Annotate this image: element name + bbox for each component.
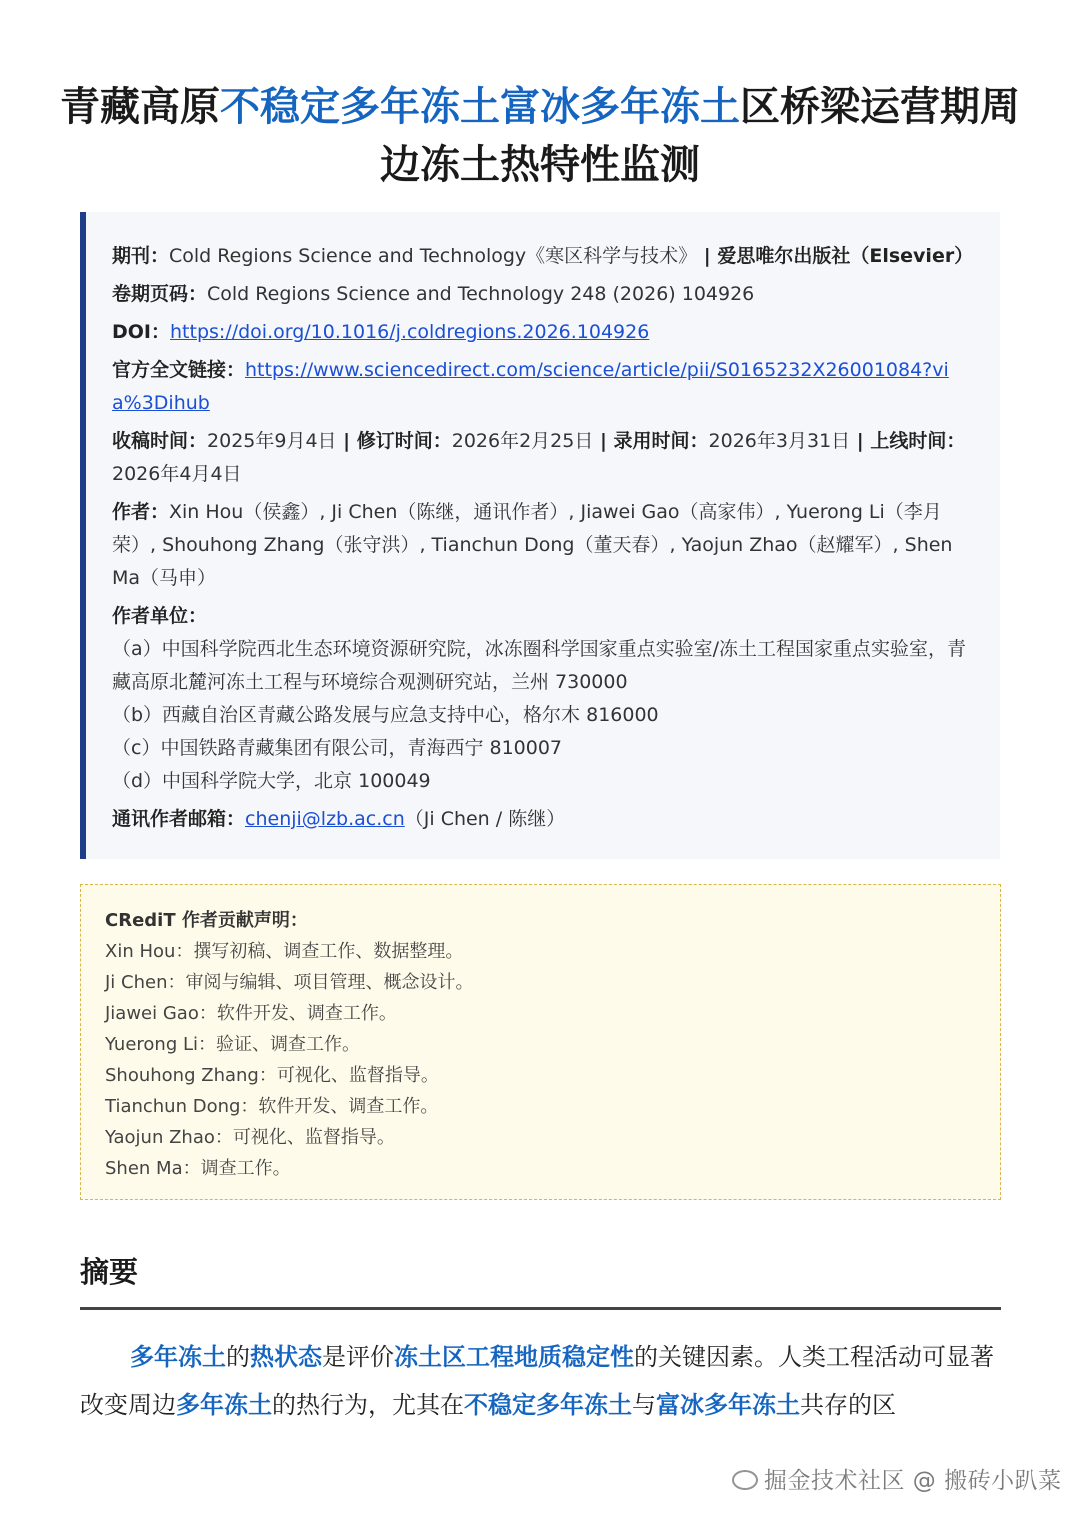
metadata-box [80, 212, 1000, 859]
title-part-3: 区桥梁运营期周边冻土热特性监测 [380, 84, 1020, 188]
abstract-text: 与 [632, 1391, 656, 1419]
affiliations-label: 作者单位： [112, 605, 208, 627]
fulltext-row [112, 354, 974, 420]
email-link[interactable]: chenji@lzb.ac.cn [245, 808, 405, 830]
paper-title [60, 78, 1020, 194]
affiliation-item: （a）中国科学院西北生态环境资源研究院，冰冻圈科学国家重点实验室/冻土工程国家重点实验室，青藏高原北麓河冻土工程与环境综合观测研究站，兰州 730000 [112, 638, 967, 693]
keyword: 冻土区工程地质稳定性 [394, 1343, 634, 1371]
keyword: 不稳定多年冻土 [464, 1391, 632, 1419]
journal-value: Cold Regions Science and Technology《寒区科学与技术》 [169, 245, 698, 267]
credit-title: CRediT 作者贡献声明： [105, 910, 308, 931]
keyword: 富冰多年冻土 [656, 1391, 800, 1419]
title-part-1: 青藏高原 [60, 84, 220, 130]
credit-item: Tianchun Dong：软件开发、调查工作。 [105, 1096, 439, 1117]
dates-separator: | [593, 430, 614, 452]
abstract-text: 的 [226, 1343, 250, 1371]
credit-item: Yuerong Li：验证、调查工作。 [105, 1034, 361, 1055]
received-label: 收稿时间： [112, 430, 208, 452]
doi-label: DOI： [112, 321, 170, 343]
title-highlight: 不稳定多年冻土富冰多年冻土 [220, 84, 740, 130]
accepted-label: 录用时间： [613, 430, 709, 452]
dates-separator: | [336, 430, 357, 452]
affiliation-item: （b）西藏自治区青藏公路发展与应急支持中心，格尔木 816000 [112, 704, 659, 726]
fulltext-label: 官方全文链接： [112, 359, 246, 381]
abstract-text: 的关键因素。人类工程活动可显著改变周边 [80, 1343, 994, 1419]
email-label: 通讯作者邮箱： [112, 808, 246, 830]
abstract-paragraph [80, 1333, 1001, 1429]
dates-separator: | [850, 430, 871, 452]
email-row [112, 803, 974, 836]
journal-publisher: 爱思唯尔出版社（Elsevier） [717, 245, 974, 267]
abstract-heading: 摘要 [80, 1255, 139, 1289]
credit-item: Shouhong Zhang：可视化、监督指导。 [105, 1065, 439, 1086]
abstract-body [80, 1333, 1001, 1429]
authors-label: 作者： [112, 501, 170, 523]
credit-item: Yaojun Zhao：可视化、监督指导。 [105, 1127, 395, 1148]
watermark [732, 1462, 1062, 1495]
dates-row [112, 425, 974, 491]
credit-item: Jiawei Gao：软件开发、调查工作。 [105, 1003, 397, 1024]
affiliations-block [112, 600, 974, 798]
affiliation-item: （d）中国科学院大学，北京 100049 [112, 770, 431, 792]
credit-item: Ji Chen：审阅与编辑、项目管理、概念设计。 [105, 972, 474, 993]
credit-item: Xin Hou：撰写初稿、调查工作、数据整理。 [105, 941, 464, 962]
watermark-text: 掘金技术社区 @ 搬砖小趴菜 [764, 1468, 1062, 1494]
abstract-text: 是评价 [322, 1343, 394, 1371]
doi-row [112, 316, 974, 349]
received-date: 2025年9月4日 [207, 430, 337, 452]
email-note: （Ji Chen / 陈继） [404, 808, 566, 830]
volume-label: 卷期页码： [112, 283, 208, 305]
journal-row [112, 240, 974, 273]
authors-row [112, 496, 974, 595]
journal-separator: | [697, 245, 718, 267]
abstract-text: 的热行为，尤其在 [272, 1391, 464, 1419]
keyword: 热状态 [250, 1343, 322, 1371]
abstract-text: 共存的区 [800, 1391, 896, 1419]
authors-value: Xin Hou（侯鑫）, Ji Chen（陈继，通讯作者）, Jiawei Gao（高家伟）, Yuerong Li（李月荣）, Shouhong Zhang（张守洪）, Tianchun Dong（董天春）, Yaojun Zhao（赵耀军）, Shen Ma（马申） [112, 501, 953, 589]
volume-row [112, 278, 974, 311]
online-label: 上线时间： [870, 430, 966, 452]
accepted-date: 2026年3月31日 [708, 430, 851, 452]
keyword: 多年冻土 [176, 1391, 272, 1419]
keyword: 多年冻土 [130, 1343, 226, 1371]
revised-date: 2026年2月25日 [451, 430, 594, 452]
journal-label: 期刊： [112, 245, 170, 267]
online-date: 2026年4月4日 [112, 463, 242, 485]
doi-link[interactable]: https://doi.org/10.1016/j.coldregions.2026.104926 [170, 321, 650, 343]
fulltext-link[interactable]: https://www.sciencedirect.com/science/article/pii/S0165232X26001084?via%3Dihub [112, 359, 949, 414]
wechat-icon [732, 1470, 758, 1490]
revised-label: 修订时间： [356, 430, 452, 452]
abstract-divider [80, 1307, 1001, 1310]
credit-statement-box [80, 884, 1001, 1200]
volume-value: Cold Regions Science and Technology 248 (2026) 104926 [207, 283, 755, 305]
credit-item: Shen Ma：调查工作。 [105, 1158, 291, 1179]
affiliation-item: （c）中国铁路青藏集团有限公司，青海西宁 810007 [112, 737, 563, 759]
